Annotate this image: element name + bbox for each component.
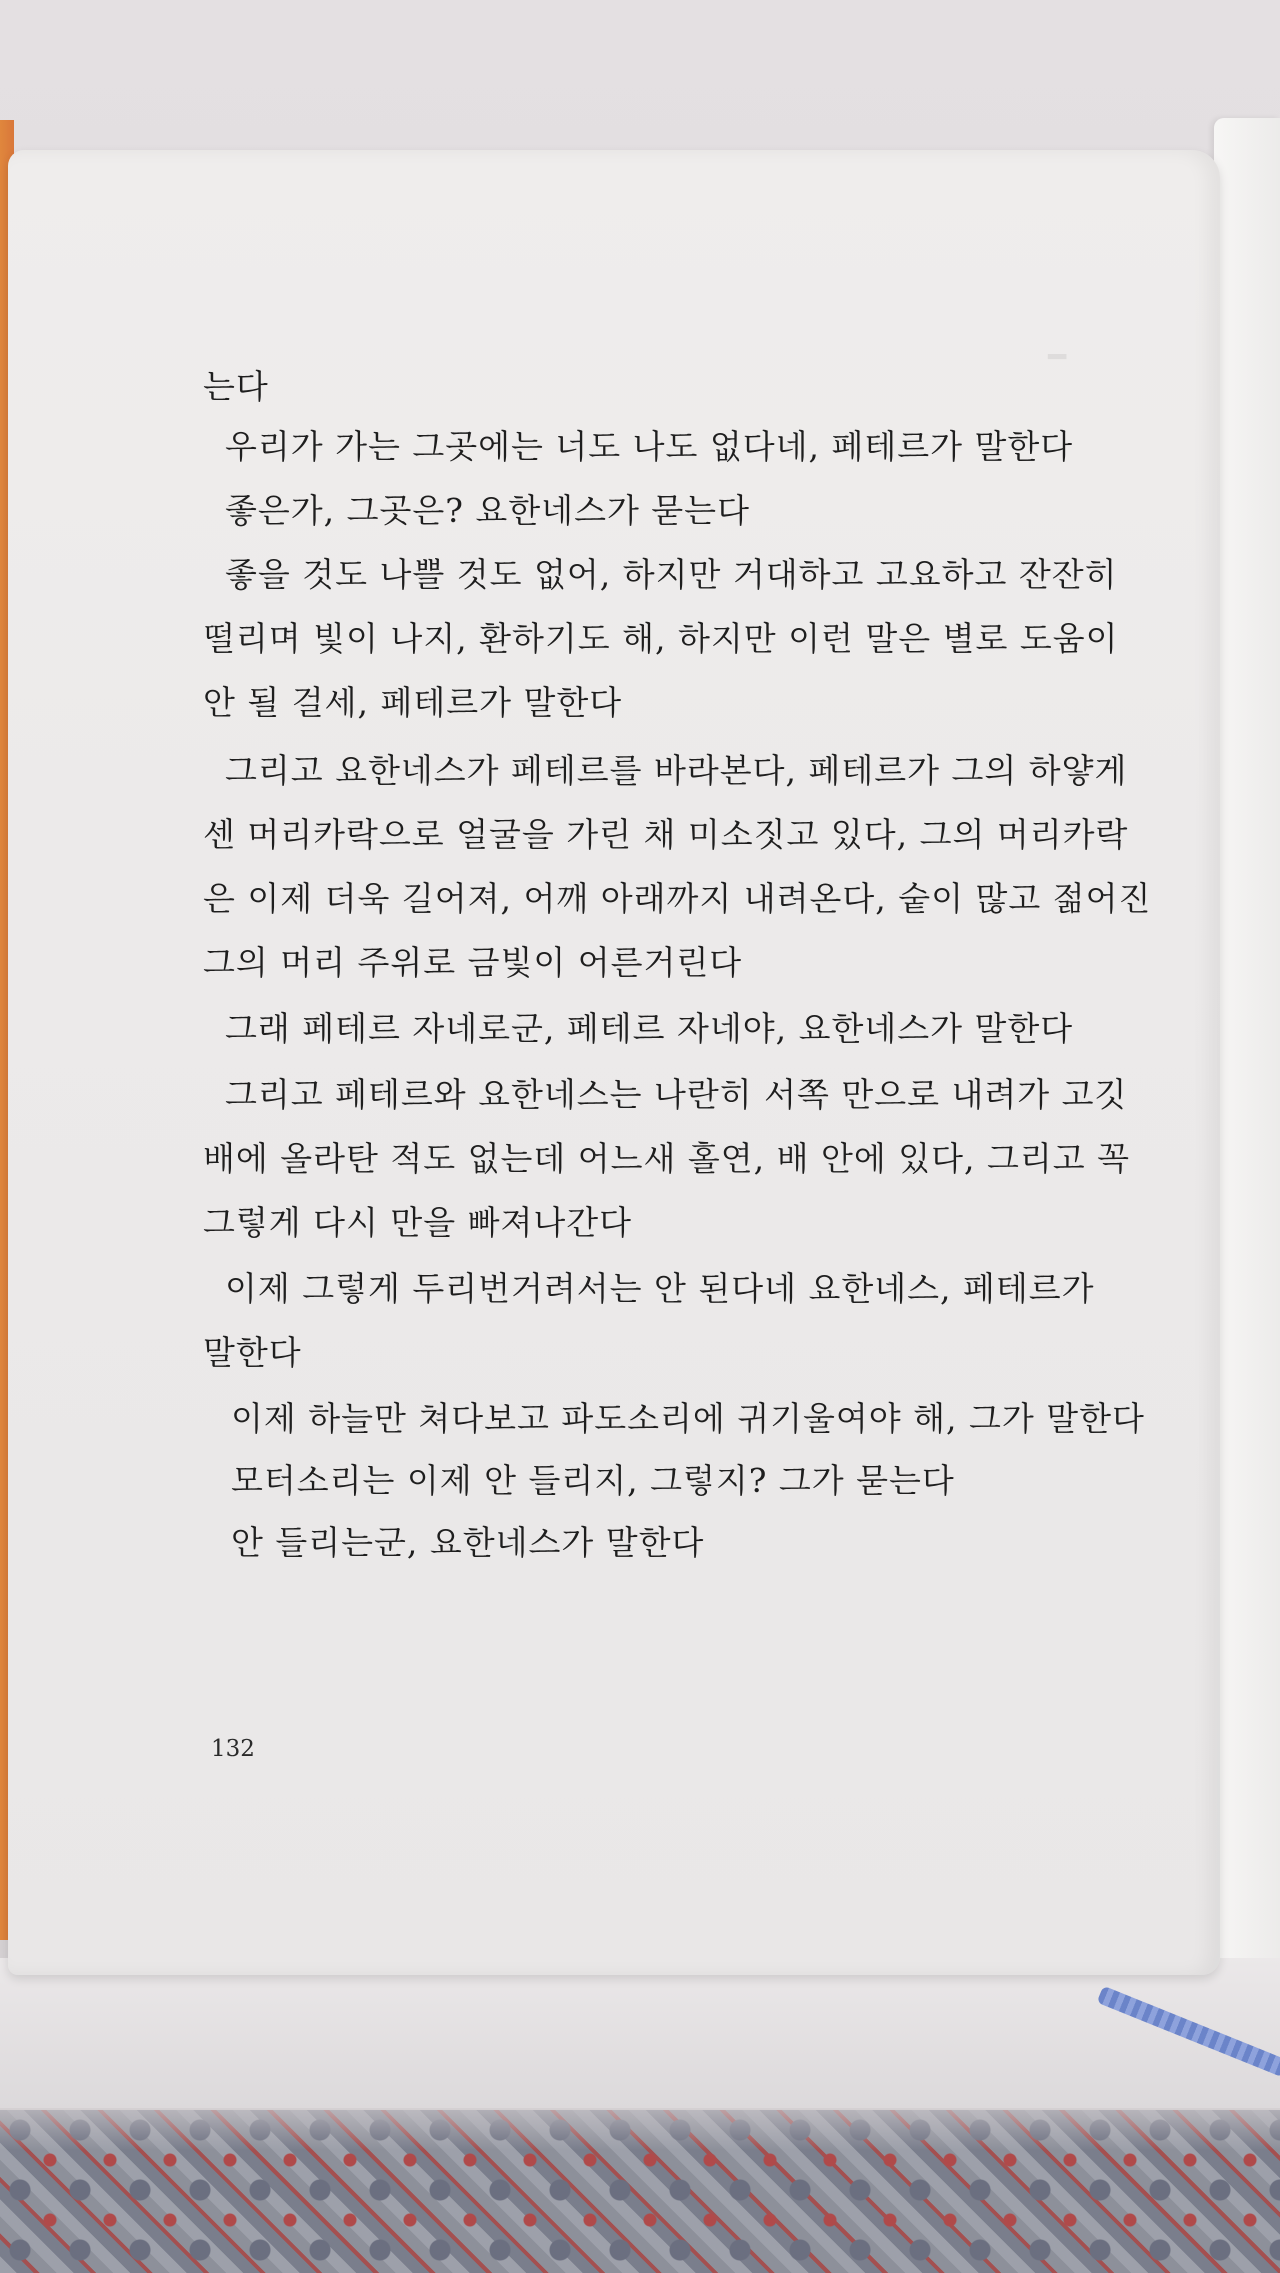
- text-line: 이제 그렇게 두리번거려서는 안 된다네 요한네스, 페테르가: [225, 1269, 1095, 1308]
- text-line: 좋은가, 그곳은? 요한네스가 묻는다: [225, 491, 750, 530]
- text-line: 는다: [203, 367, 269, 406]
- text-line: 센 머리카락으로 얼굴을 가린 채 미소짓고 있다, 그의 머리카락: [203, 815, 1129, 854]
- text-line: 안 될 걸세, 페테르가 말한다: [203, 683, 623, 722]
- text-line: 이제 하늘만 쳐다보고 파도소리에 귀기울여야 해, 그가 말한다: [231, 1399, 1145, 1438]
- text-line: 그리고 페테르와 요한네스는 나란히 서쪽 만으로 내려가 고깃: [225, 1075, 1128, 1114]
- text-line: 그렇게 다시 만을 빠져나간다: [203, 1203, 633, 1242]
- patterned-tablecloth: [0, 2110, 1280, 2273]
- text-line: 그의 머리 주위로 금빛이 어른거린다: [203, 943, 743, 982]
- text-line: 좋을 것도 나쁠 것도 없어, 하지만 거대하고 고요하고 잔잔히: [225, 555, 1118, 594]
- book-page: [8, 150, 1220, 1975]
- text-line: 우리가 가는 그곳에는 너도 나도 없다네, 페테르가 말한다: [225, 427, 1074, 466]
- text-line: 모터소리는 이제 안 들리지, 그렇지? 그가 묻는다: [231, 1461, 955, 1500]
- text-line: 그래 페테르 자네로군, 페테르 자네야, 요한네스가 말한다: [225, 1009, 1074, 1048]
- text-line: 그리고 요한네스가 페테르를 바라본다, 페테르가 그의 하얗게: [225, 751, 1128, 790]
- page-number: 132: [211, 1736, 255, 1762]
- facing-page-edge: [1214, 118, 1280, 1968]
- text-line: 떨리며 빛이 나지, 환하기도 해, 하지만 이런 말은 별로 도움이: [203, 619, 1119, 658]
- text-line: 은 이제 더욱 길어져, 어깨 아래까지 내려온다, 숱이 많고 젊어진: [203, 879, 1152, 918]
- text-line: 안 들리는군, 요한네스가 말한다: [231, 1523, 705, 1562]
- text-line: 말한다: [203, 1333, 302, 1372]
- text-line: 배에 올라탄 적도 없는데 어느새 홀연, 배 안에 있다, 그리고 꼭: [203, 1139, 1130, 1178]
- book-cover-bottom: [0, 1958, 1280, 2108]
- show-through-text: ━: [1048, 340, 1069, 375]
